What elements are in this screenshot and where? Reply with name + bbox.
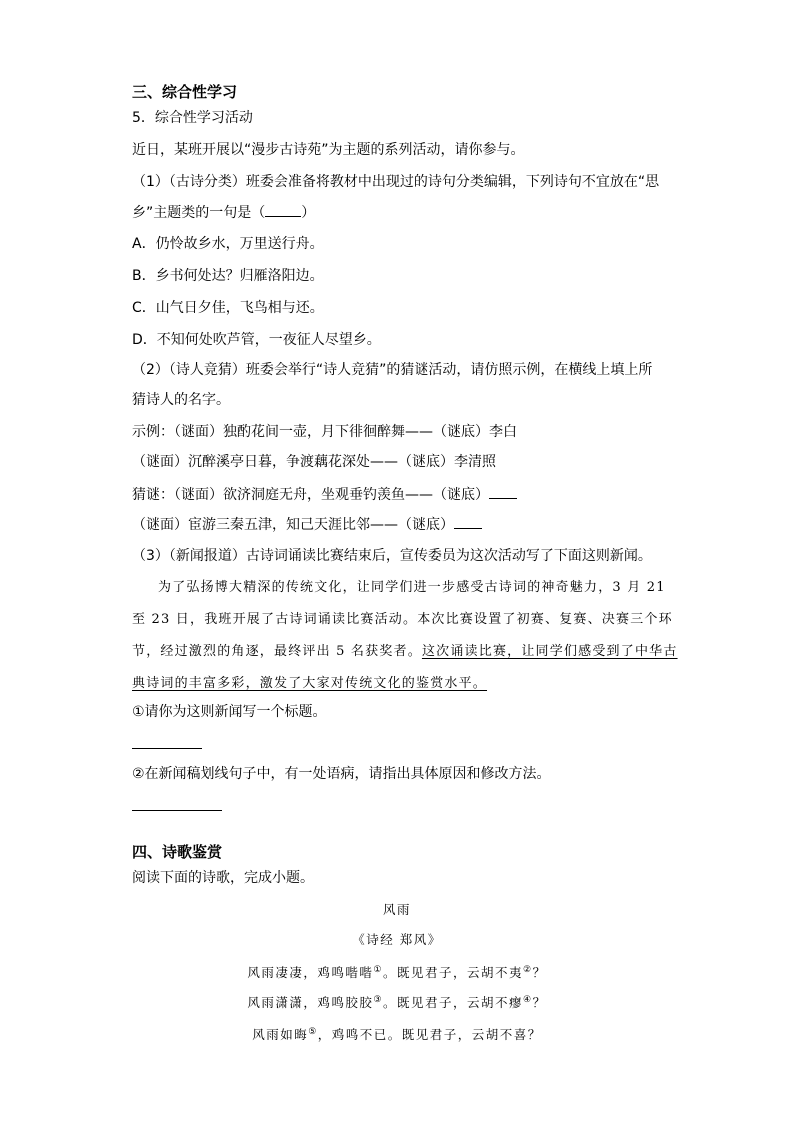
- poem-line-3-a: 风雨如晦: [252, 1027, 309, 1043]
- news-line-1: 为了弘扬博大精深的传统文化，让同学们进一步感受古诗词的神奇魅力，3 月 21: [158, 580, 666, 595]
- intro-text: 近日，某班开展以“漫步古诗苑”为主题的系列活动，请你参与。: [132, 142, 525, 158]
- poem-line-1-a: 风雨凄凄，鸡鸣喈喈: [247, 965, 374, 981]
- news-underlined-start: 这次诵读比赛，让同学们感受到了中华古: [421, 644, 678, 659]
- part2-line2: 猜诗人的名字。: [132, 392, 230, 408]
- poem-line-2-a: 风雨潇潇，鸡鸣胶胶: [247, 995, 374, 1011]
- option-b: B．乡书何处达？归雁洛阳边。: [132, 268, 324, 284]
- riddle-2-text: （谜面）宦游三秦五津，知己天涯比邻——（谜底）: [132, 517, 454, 533]
- option-c: C．山气日夕佳，飞鸟相与还。: [132, 300, 324, 316]
- question-title: 5．综合性学习活动: [132, 110, 253, 126]
- section4-heading: 四、诗歌鉴赏: [132, 843, 223, 861]
- part1-line2: [132, 202, 315, 223]
- example-2: （谜面）沉醉溪亭日暮，争渡藕花深处——（谜底）李清照: [132, 454, 496, 470]
- poem-line-2-b: 。既见君子，云胡不瘳: [382, 995, 523, 1011]
- poem-line-1-c: ？: [532, 965, 547, 981]
- news-underlined-end: 典诗词的丰富多彩，激发了大家对传统文化的鉴赏水平。: [132, 676, 488, 691]
- part1-suffix: ）: [301, 205, 316, 221]
- poem-line-3-b: ，鸡鸣不已。既见君子，云胡不喜？: [317, 1027, 542, 1043]
- news-line-3-plain: 节，经过激烈的角逐，最终评出 5 名获奖者。: [132, 644, 422, 659]
- section-heading: 三、综合性学习: [132, 83, 238, 101]
- option-d: D．不知何处吹芦管，一夜征人尽望乡。: [132, 332, 381, 348]
- poem-line-1: [132, 960, 662, 983]
- question-1: ①请你为这则新闻写一个标题。: [132, 704, 327, 720]
- poem-line-2: [132, 990, 662, 1013]
- answer-line-1[interactable]: [132, 748, 202, 749]
- note-4: ④: [523, 995, 533, 1005]
- example-1: 示例：（谜面）独酌花间一壶，月下徘徊醉舞——（谜底）李白: [132, 424, 517, 440]
- poem-line-3: [132, 1022, 662, 1045]
- news-line-2: 至 23 日，我班开展了古诗词诵读比赛活动。本次比赛设置了初赛、复赛、决赛三个环: [132, 612, 673, 627]
- riddle-2-blank[interactable]: [454, 514, 482, 529]
- answer-line-2[interactable]: [132, 810, 222, 811]
- riddle-1-text: 猜谜：（谜面）欲济洞庭无舟，坐观垂钓羡鱼——（谜底）: [132, 487, 489, 503]
- note-1: ①: [373, 965, 383, 975]
- news-line-3: [132, 636, 678, 668]
- poem-title: 风雨: [382, 902, 411, 917]
- riddle-1: [132, 484, 517, 505]
- answer-blank[interactable]: [265, 202, 301, 217]
- section4-intro: 阅读下面的诗歌，完成小题。: [132, 870, 314, 886]
- part1-prefix: 乡”主题类的一句是（: [132, 205, 266, 221]
- poem-line-1-b: 。既见君子，云胡不夷: [382, 965, 523, 981]
- riddle-2: [132, 514, 482, 535]
- note-3: ③: [373, 995, 383, 1005]
- note-5: ⑤: [308, 1027, 318, 1037]
- part3-line1: （3）（新闻报道）古诗词诵读比赛结束后，宣传委员为这次活动写了下面这则新闻。: [132, 548, 652, 564]
- riddle-1-blank[interactable]: [489, 484, 517, 499]
- part1-line1: （1）（古诗分类）班委会准备将教材中出现过的诗句分类编辑，下列诗句不宜放在“思: [132, 174, 660, 190]
- part2-line1: （2）（诗人竞猜）班委会举行“诗人竞猜”的猜谜活动，请仿照示例，在横线上填上所: [132, 362, 653, 378]
- poem-line-2-c: ？: [532, 995, 547, 1011]
- question-2: ②在新闻稿划线句子中，有一处语病，请指出具体原因和修改方法。: [132, 766, 551, 782]
- option-a: A．仍怜故乡水，万里送行舟。: [132, 236, 324, 252]
- poem-source: 《诗经 郑风》: [352, 932, 442, 947]
- note-2: ②: [523, 965, 533, 975]
